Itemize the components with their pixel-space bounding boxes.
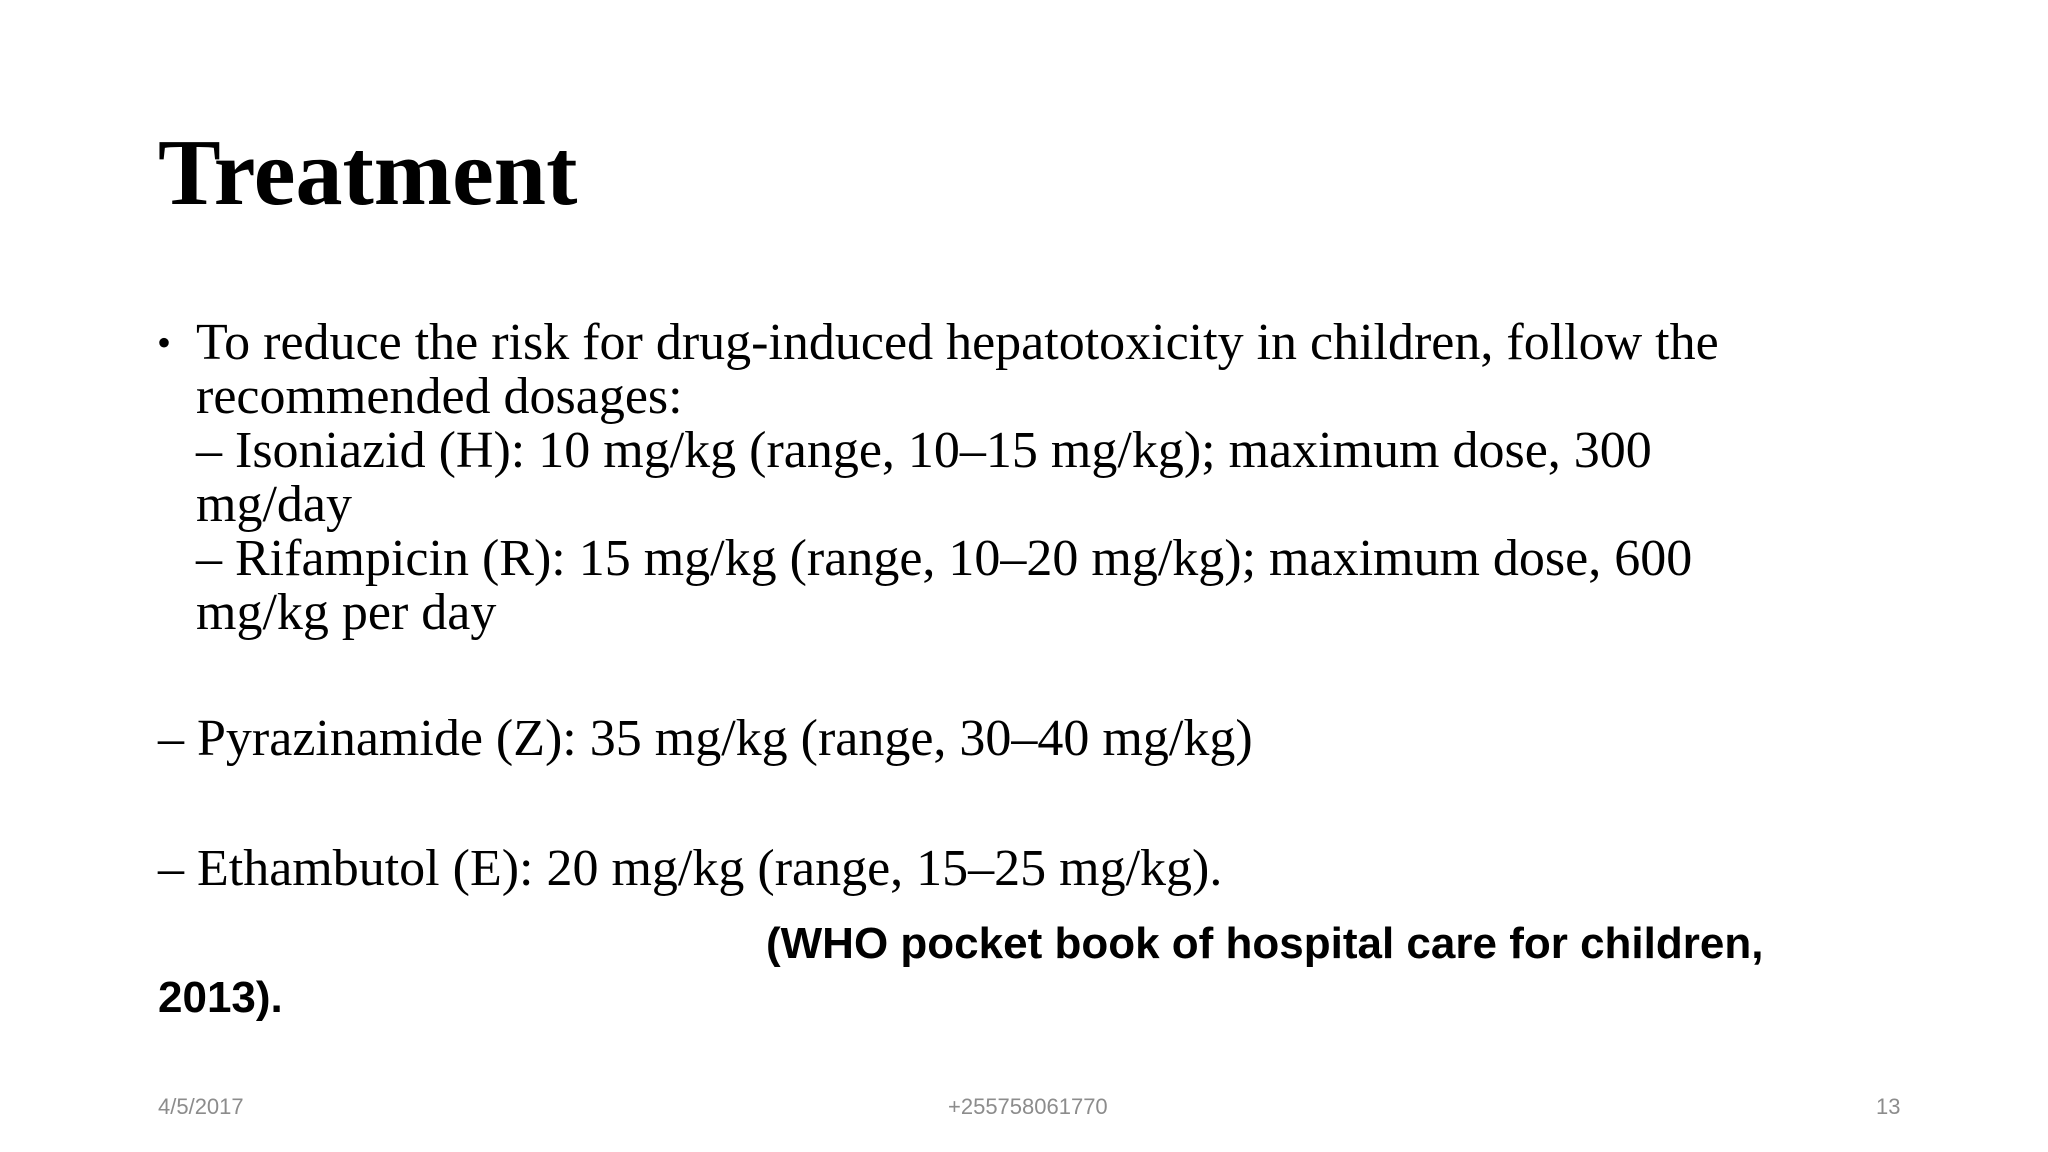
- footer-center-text: +255758061770: [948, 1094, 1108, 1119]
- footer-page-number: 13: [1876, 1094, 1901, 1119]
- dose-line-rifampicin: – Rifampicin (R): 15 mg/kg (range, 10–20 mg/kg); maximum dose, 600: [196, 530, 1693, 587]
- dose-line-rifampicin-cont: mg/kg per day: [196, 584, 497, 641]
- slide-title: Treatment: [158, 121, 578, 225]
- dose-line-isoniazid: – Isoniazid (H): 10 mg/kg (range, 10–15 mg/kg); maximum dose, 300: [196, 422, 1652, 479]
- dose-line-isoniazid-cont: mg/day: [196, 476, 352, 533]
- footer-date: 4/5/2017: [158, 1094, 244, 1119]
- bullet-line-intro: To reduce the risk for drug-induced hepatotoxicity in children, follow the: [196, 314, 1719, 371]
- dose-line-ethambutol: – Ethambutol (E): 20 mg/kg (range, 15–25 mg/kg).: [158, 840, 1223, 897]
- bullet-line-intro-cont: recommended dosages:: [196, 368, 683, 425]
- citation-line-1: (WHO pocket book of hospital care for children,: [766, 919, 1764, 968]
- dose-line-pyrazinamide: – Pyrazinamide (Z): 35 mg/kg (range, 30–40 mg/kg): [158, 710, 1253, 767]
- bullet-icon: •: [157, 320, 172, 365]
- citation-line-2: 2013).: [158, 973, 283, 1022]
